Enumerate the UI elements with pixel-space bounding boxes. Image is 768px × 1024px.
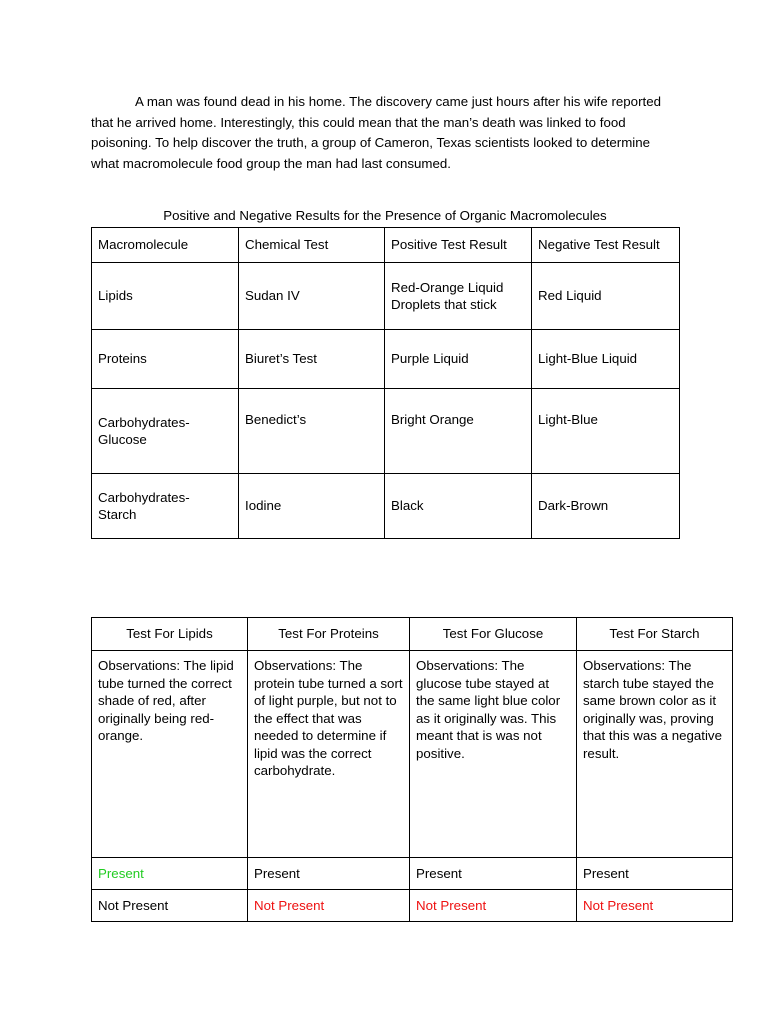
table1-header-cell: Macromolecule xyxy=(92,228,239,263)
table-row xyxy=(92,389,680,474)
present-cell: Present xyxy=(410,858,577,890)
table-cell: Proteins xyxy=(92,330,239,389)
table-cell: Purple Liquid xyxy=(385,330,532,389)
table1-header-cell: Negative Test Result xyxy=(532,228,680,263)
not-present-cell: Not Present xyxy=(92,890,248,922)
observation-cell: Observations: The protein tube turned a sort of light purple, but not to the effect that was needed to determine if lipid was the correct carbohydrate. xyxy=(248,651,410,858)
table-cell: Red-Orange Liquid Droplets that stick xyxy=(385,263,532,330)
table-cell: Lipids xyxy=(92,263,239,330)
table-cell: Benedict’s xyxy=(239,389,385,474)
table2-header-row xyxy=(92,618,733,651)
observation-cell: Observations: The glucose tube stayed at the same light blue color as it originally was. This meant that is was not positive. xyxy=(410,651,577,858)
table1-header-cell: Positive Test Result xyxy=(385,228,532,263)
table-cell: Sudan IV xyxy=(239,263,385,330)
intro-paragraph xyxy=(91,92,681,174)
observation-cell: Observations: The lipid tube turned the correct shade of red, after originally being red-orange. xyxy=(92,651,248,858)
table-cell xyxy=(92,474,239,539)
table-cell: Red Liquid xyxy=(532,263,680,330)
not-present-cell: Not Present xyxy=(577,890,733,922)
macromolecule-results-table xyxy=(91,227,680,539)
table2-header-cell: Test For Glucose xyxy=(410,618,577,651)
present-cell: Present xyxy=(92,858,248,890)
intro-text: A man was found dead in his home. The discovery came just hours after his wife reported that he arrived home. Interestingly, this could mean that the man’s death was linked to food poisoning. To help discover the truth, a group of Cameron, Texas scientists looked to determine what macromolecule food group the man had last consumed. xyxy=(91,94,661,171)
table2-header-cell: Test For Starch xyxy=(577,618,733,651)
test-observations-table xyxy=(91,617,733,922)
not-present-cell: Not Present xyxy=(248,890,410,922)
not-present-cell: Not Present xyxy=(410,890,577,922)
table-row xyxy=(92,330,680,389)
table2-header-cell: Test For Lipids xyxy=(92,618,248,651)
table-cell: Light-Blue xyxy=(532,389,680,474)
wrapped-text: Carbohydrates-Starch xyxy=(98,489,190,522)
table-row xyxy=(92,263,680,330)
table-cell: Bright Orange xyxy=(385,389,532,474)
present-row xyxy=(92,858,733,890)
table-row xyxy=(92,474,680,539)
table-cell: Dark-Brown xyxy=(532,474,680,539)
table1-header-cell: Chemical Test xyxy=(239,228,385,263)
observations-row xyxy=(92,651,733,858)
not-present-row xyxy=(92,890,733,922)
table-cell: Light-Blue Liquid xyxy=(532,330,680,389)
table-cell xyxy=(92,389,239,474)
present-cell: Present xyxy=(248,858,410,890)
table-cell: Black xyxy=(385,474,532,539)
table1-header-row xyxy=(92,228,680,263)
table-cell: Biuret’s Test xyxy=(239,330,385,389)
table2-header-cell: Test For Proteins xyxy=(248,618,410,651)
observation-cell: Observations: The starch tube stayed the same brown color as it originally was, proving that this was a negative result. xyxy=(577,651,733,858)
wrapped-text: Carbohydrates-Glucose xyxy=(98,414,190,447)
table1-caption: Positive and Negative Results for the Presence of Organic Macromolecules xyxy=(163,208,607,223)
present-cell: Present xyxy=(577,858,733,890)
table-cell: Iodine xyxy=(239,474,385,539)
